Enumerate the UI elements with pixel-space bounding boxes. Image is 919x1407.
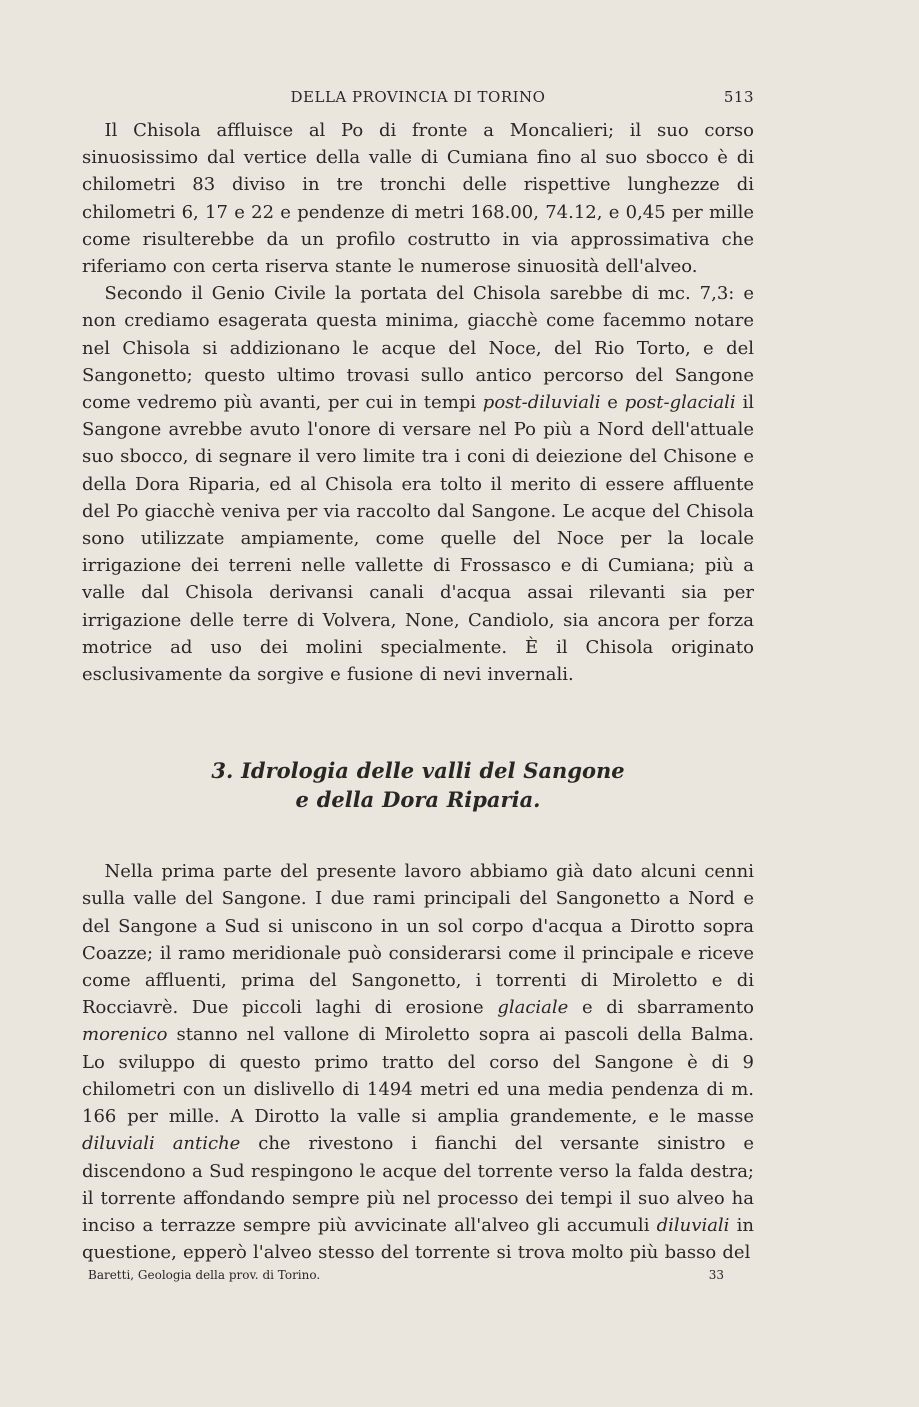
text-run: in questione, epperò l'alveo stesso del torrente si trova molto più basso del [82,1214,754,1264]
paragraph-sangone [82,858,754,1266]
section-heading [82,756,754,814]
section-heading-line-2: e della Dora Riparia. [295,787,541,813]
signature-mark: 33 [708,1268,724,1282]
footer-citation: Baretti, Geologia della prov. di Torino. [88,1268,321,1282]
paragraph-chisola-course: Il Chisola affluisce al Po di fronte a Moncalieri; il suo corso sinuosissimo dal vertice della valle di Cumiana fino al suo sbocco è di chilometri 83 diviso in tre tronchi delle rispettive lunghezze di chilometri 6, 17 e 22 e pendenze di metri 168.00, 74.12, e 0,45 per mille come risulterebbe da un profilo costrutto in via approssimativa che riferiamo con certa riserva stante le numerose sinuosità dell'alveo. [82,120,754,278]
paragraph-chisola-flow [82,280,754,688]
text-run: il Sangone avrebbe avuto l'onore di versare nel Po più a Nord dell'attuale suo sbocco, di segnare il vero limite tra i coni di deiezione del Chisone e della Dora Riparia, ed al Chisola era tolto il merito di essere affluente del Po giacchè veniva per via raccolto dal Sangone. Le acque del Chisola sono utilizzate ampiamente, come quelle del Noce per la locale irrigazione dei terreni nelle vallette di Frossasco e di Cumiana; più a valle dal Chisola derivansi canali d'acqua assai rilevanti sia per irrigazione delle terre di Volvera, None, Candiolo, sia ancora per forza motrice ad uso dei molini specialmente. È il Chisola originato esclusivamente da sorgive e fusione di nevi invernali. [82,392,754,686]
text-run: e di sbarramento [568,997,755,1019]
text-run: Nella prima parte del presente lavoro abbiamo già dato alcuni cenni sulla valle del Sangone. I due rami principali del Sangonetto a Nord e del Sangone a Sud si uniscono in un sol corpo d'acqua a Dirotto sopra Coazze; il ramo meridionale può considerarsi come il principale e riceve come affluenti, prima del Sangonetto, i torrenti di Miroletto e di Rocciavrè. Due piccoli laghi di erosione [82,861,754,1019]
body-text [82,117,754,1266]
italic-term: diluviali antiche [82,1133,241,1155]
page-header [82,88,754,112]
section-heading-line-1: 3. Idrologia delle valli del Sangone [211,758,625,784]
italic-term: morenico [82,1024,168,1046]
text-run: Secondo il Genio Civile la portata del Chisola sarebbe di mc. 7,3: e non crediamo esagerata questa minima, giacchè come facemmo notare nel Chisola si addizionano le acque del Noce, del Rio Torto, e del Sangonetto; questo ultimo trovasi sullo antico percorso del Sangone come vedremo più avanti, per cui in tempi [82,283,754,414]
italic-term: post-glaciali [624,392,736,414]
italic-term: diluviali [656,1214,730,1236]
text-run: e [600,392,625,414]
text-run: che rivestono i fianchi del versante sinistro e discendono a Sud respingono le acque del torrente verso la falda destra; il torrente affondando sempre più nel processo dei tempi il suo alveo ha inciso a terrazze sempre più avvicinate all'alveo gli accumuli [82,1133,754,1236]
page-number: 513 [723,88,754,106]
running-title: DELLA PROVINCIA DI TORINO [290,88,546,106]
text-run: stanno nel vallone di Miroletto sopra ai pascoli della Balma. Lo sviluppo di questo primo tratto del corso del Sangone è di 9 chilometri con un dislivello di 1494 metri ed una media pendenza di m. 166 per mille. A Dirotto la valle si amplia grandemente, e le masse [82,1024,754,1128]
italic-term: glaciale [497,997,569,1019]
italic-term: post-diluviali [482,392,601,414]
